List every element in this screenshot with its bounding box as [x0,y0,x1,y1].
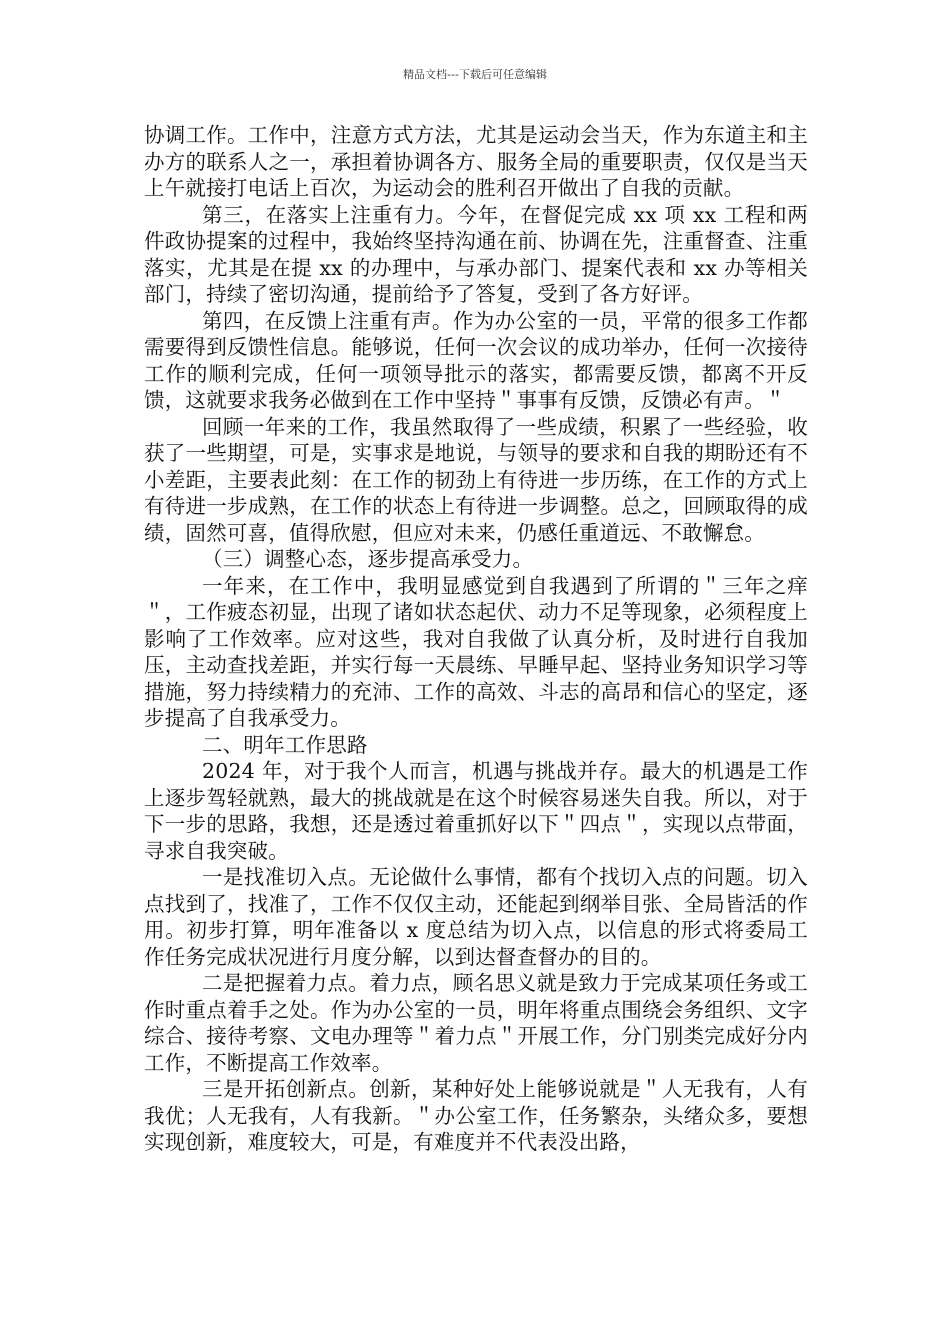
paragraph-focus-point: 二是把握着力点。着力点，顾名思义就是致力于完成某项任务或工作时重点着手之处。作为办公室的一员，明年将重点围绕会务组织、文字综合、接待考察、文电办理等＂着力点＂开展工作，分门别类完成好分内工作，不断提高工作效率。 [144,971,808,1075]
paragraph-third: 第三，在落实上注重有力。今年，在督促完成 xx 项 xx 工程和两件政协提案的过程中，我始终坚持沟通在前、协调在先，注重督查、注重落实，尤其是在提 xx 的办理中，与承办部门、提案代表和 xx 办等相关部门，持续了密切沟通，提前给予了答复，受到了各方好评。 [144,202,808,306]
paragraph-mindset: 一年来，在工作中，我明显感觉到自我遇到了所谓的＂三年之痒＂，工作疲态初显，出现了诸如状态起伏、动力不足等现象，必须程度上影响了工作效率。应对这些，我对自我做了认真分析，及时进行自我加压，主动查找差距，并实行每一天晨练、早睡早起、坚持业务知识学习等措施，努力持续精力的充沛、工作的高效、斗志的高昂和信心的坚定，逐步提高了自我承受力。 [144,573,808,730]
paragraph-review: 回顾一年来的工作，我虽然取得了一些成绩，积累了一些经验，收获了一些期望，可是，实事求是地说，与领导的要求和自我的期盼还有不小差距，主要表此刻：在工作的韧劲上有待进一步历练，在工作的方式上有待进一步成熟，在工作的状态上有待进一步调整。总之，回顾取得的成绩，固然可喜，值得欣慰，但应对未来，仍感任重道远、不敢懈怠。 [144,414,808,545]
paragraph-entry-point: 一是找准切入点。无论做什么事情，都有个找切入点的问题。切入点找到了，找准了，工作不仅仅主动，还能起到纲举目张、全局皆活的作用。初步打算，明年准备以 x 度总结为切入点，以信息的形式将委局工作任务完成状况进行月度分解，以到达督查督办的目的。 [144,865,808,969]
paragraph-fourth: 第四，在反馈上注重有声。作为办公室的一员，平常的很多工作都需要得到反馈性信息。能够说，任何一次会议的成功举办，任何一次接待工作的顺利完成，任何一项领导批示的落实，都需要反馈，都离不开反馈，这就要求我务必做到在工作中坚持＂事事有反馈，反馈必有声。＂ [144,308,808,412]
paragraph-2024: 2024 年，对于我个人而言，机遇与挑战并存。最大的机遇是工作上逐步驾轻就熟，最大的挑战就是在这个时候容易迷失自我。所以，对于下一步的思路，我想，还是透过着重抓好以下＂四点＂，实现以点带面，寻求自我突破。 [144,759,808,863]
section-heading-next-year: 二、明年工作思路 [202,732,368,757]
paragraph-innovation-point: 三是开拓创新点。创新，某种好处上能够说就是＂人无我有，人有我优；人无我有，人有我新。＂办公室工作，任务繁杂，头绪众多，要想实现创新，难度较大，可是，有难度并不代表没出路， [144,1077,808,1154]
document-body [144,122,808,1156]
paragraph-coordination: 协调工作。工作中，注意方式方法，尤其是运动会当天，作为东道主和主办方的联系人之一，承担着协调各方、服务全局的重要职责，仅仅是当天上午就接打电话上百次，为运动会的胜利召开做出了自我的贡献。 [144,123,808,200]
page-header: 精品文档---下载后可任意编辑 [403,68,547,81]
section-heading-adjust-mindset: （三）调整心态，逐步提高承受力。 [202,547,534,571]
